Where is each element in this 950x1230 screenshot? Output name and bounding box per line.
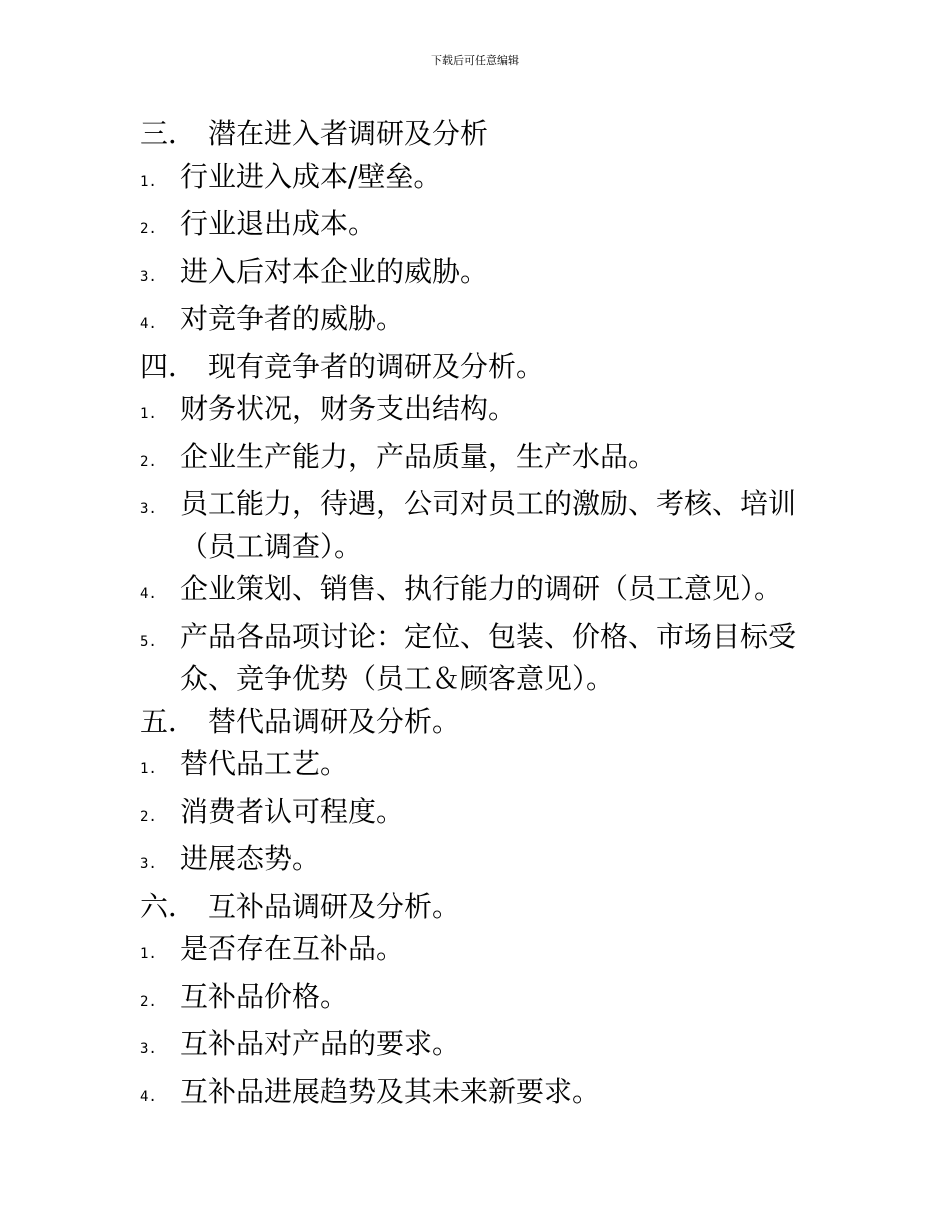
list-item [140,743,820,791]
document-body [140,113,820,1118]
item-number: 5. [140,633,157,650]
section-title: 互补品调研及分析。 [208,889,461,923]
list-item [140,838,820,886]
item-text: 对竞争者的威胁。 [180,302,405,335]
item-number: 2. [140,453,157,470]
section-number: 六． [140,889,197,923]
item-number: 1. [140,173,157,190]
item-number: 1. [140,946,157,962]
list-item [140,203,820,251]
item-number: 1. [140,406,157,422]
item-number: 2. [140,993,157,1010]
item-number: 4. [140,586,157,602]
list-item [140,976,820,1024]
item-number: 3. [140,268,157,285]
list-item [140,483,820,568]
item-text: 互补品进展趋势及其未来新要求。 [180,1074,601,1108]
item-number: 4. [140,316,157,332]
page-header: 下载后可任意编辑 [431,54,519,67]
item-text: 产品各品项讨论：定位、包装、价格、市场目标受众、竞争优势（员工＆顾客意见）。 [180,619,797,695]
item-text: 财务状况，财务支出结构。 [180,392,517,425]
item-text: 企业生产能力，产品质量，生产水品。 [180,439,657,473]
item-number: 2. [140,221,157,237]
list-item [140,928,820,976]
section-number: 四． [140,349,197,383]
item-text: 企业策划、销售、执行能力的调研（员工意见）。 [180,572,783,605]
section-heading [140,346,820,389]
list-item [140,568,820,616]
item-text: 行业退出成本。 [180,207,377,240]
list-item [140,436,820,484]
list-item [140,791,820,839]
list-item [140,1023,820,1071]
item-text: 员工能力，待遇，公司对员工的激励、考核、培训（员工调查）。 [180,487,797,563]
item-number: 1. [140,761,157,777]
section-heading [140,113,820,156]
item-text: 行业进入成本/壁垒。 [180,159,442,193]
list-item [140,1071,820,1119]
item-number: 3. [140,1041,157,1057]
section-title: 潜在进入者调研及分析 [208,117,489,150]
section-heading [140,886,820,929]
section-title: 现有竞争者的调研及分析。 [208,349,545,383]
list-item [140,616,820,701]
section-number: 五． [140,704,197,738]
list-item [140,251,820,299]
item-text: 进展态势。 [180,842,321,875]
list-item [140,156,820,204]
item-text: 替代品工艺。 [180,747,349,780]
section-number: 三． [140,117,197,150]
item-number: 3. [140,501,157,517]
item-number: 4. [140,1088,157,1105]
list-item [140,298,820,346]
item-text: 互补品对产品的要求。 [180,1027,461,1060]
list-item [140,388,820,436]
section-heading [140,701,820,744]
section-title: 替代品调研及分析。 [208,704,461,738]
item-text: 互补品价格。 [180,979,349,1013]
item-number: 2. [140,808,157,825]
item-number: 3. [140,856,157,872]
item-text: 消费者认可程度。 [180,794,405,828]
item-text: 进入后对本企业的威胁。 [180,254,489,288]
item-text: 是否存在互补品。 [180,932,405,965]
